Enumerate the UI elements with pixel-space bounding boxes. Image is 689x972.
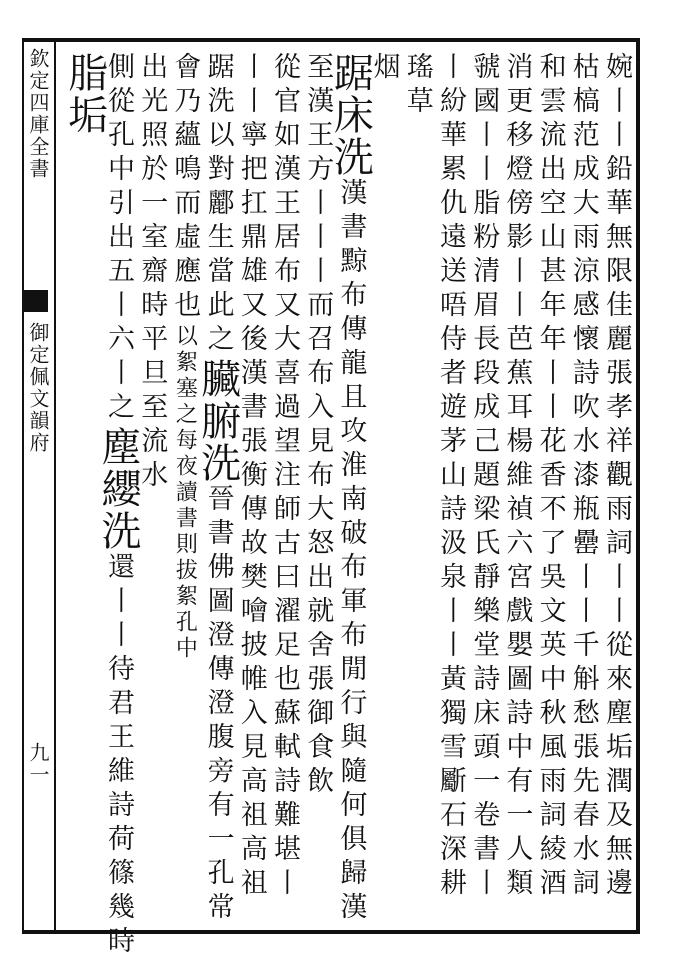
text-segment: 和雲流出空山甚年年丨丨花香不了吳文英中秋風雨詞綾酒 [534,52,566,902]
page-number: 九一 [26,742,50,786]
text-segment: 漢書黥布傳龍且攻淮南破布軍布閒行與隨何俱歸漢 [335,178,367,926]
text-column [498,52,534,922]
left-border [22,38,24,934]
text-segment: 從官如漢王居布又大喜過望注師古曰濯足也蘇軾詩難堪丨 [269,52,300,902]
text-column [299,52,335,922]
text-segment: 以絮塞之每夜讀書則拔絮孔中 [172,324,198,662]
headword: 踞床洗 [327,52,374,178]
margin-divider [54,38,56,934]
text-column [532,52,568,922]
text-segment: 會乃蘊鳴而虛應也 [169,52,201,324]
margin-book-name: 御定佩文韻府 [26,322,50,454]
text-segment: 側從孔中引出五丨六丨之 [103,52,134,426]
text-column [166,52,202,922]
text-segment: 烟 [368,52,400,86]
text-column [399,52,435,922]
text-column [61,52,108,922]
text-column [465,52,501,922]
text-segment: 枯槁范成大雨涼感懷詩吹水漆瓶罍丨丨千斛愁張先春水詞 [567,52,599,902]
text-column [432,52,468,922]
text-segment: 晉書佛圖澄傳澄腹旁有一孔常 [202,484,234,926]
text-segment: 虢國丨丨脂粉清眉長段成己題梁氏靜樂堂詩床頭一卷書丨 [468,52,500,902]
text-column [327,52,374,926]
fishtail-mark [24,290,48,312]
text-segment: 踞洗以對酈生當此之 [202,52,234,358]
text-segment: 至漢王方丨丨丨而召布入見布大怒出就舍張御食飲 [302,52,334,800]
text-segment: 還丨丨待君王維詩荷篠幾時 [103,552,134,960]
text-column [598,52,634,922]
text-segment: 瑤草 [401,52,433,120]
right-border [636,38,640,934]
margin-title: 欽定四庫全書 [26,48,50,180]
headword: 臟腑洗 [194,358,241,484]
text-segment: 出光照於一室齋時平旦至流水 [136,52,168,494]
headword: 脂垢 [61,52,108,136]
headword: 塵纓洗 [95,426,141,552]
text-segment: 消更移燈傍影丨丨芭蕉耳楊維禎六宮戲嬰圖詩中有一人類 [501,52,533,902]
text-column [366,52,402,922]
text-column [266,52,302,922]
top-border [22,38,640,42]
text-segment: 丨丨寧把扛鼎雄又後漢書張衡傳故樊噲披帷入見高祖高祖 [235,52,267,902]
text-column [95,52,141,960]
text-segment: 丨紛華累仇遠送唔侍者遊茅山詩汲泉丨丨黃獨雪斸石深耕 [435,52,466,902]
text-column [233,52,269,922]
text-column [194,52,241,926]
text-column [565,52,601,922]
text-segment: 婉丨丨鉛華無限佳麗張孝祥觀雨詞丨丨從來塵垢潤及無邊 [601,52,632,902]
